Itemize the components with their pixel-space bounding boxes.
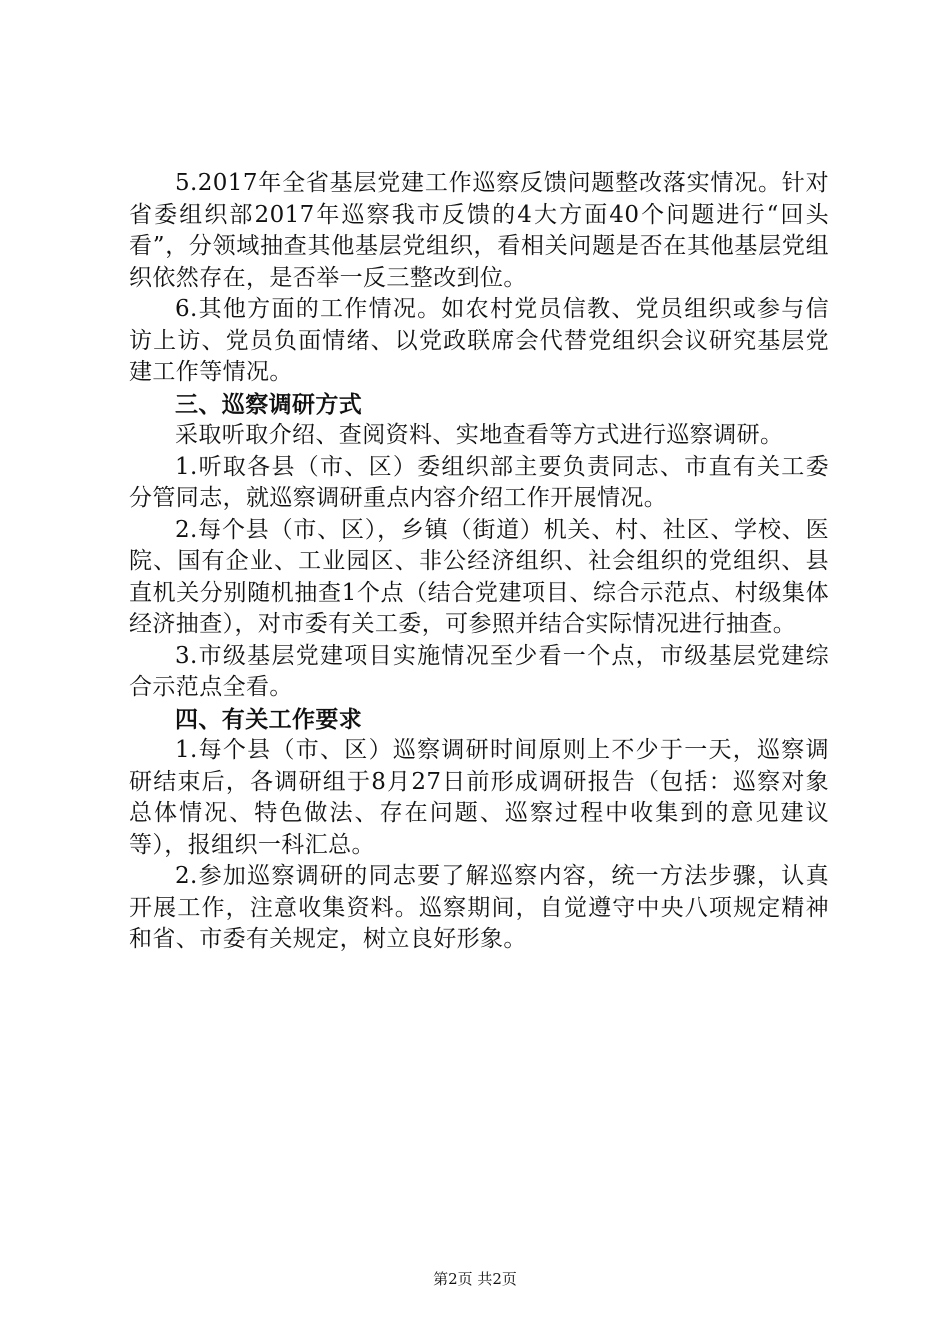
section-heading-work-requirements: 四、有关工作要求: [175, 705, 363, 733]
page-footer: [0, 1268, 950, 1289]
paragraph-requirement-1: 1.每个县（市、区）巡察调研时间原则上不少于一天，巡察调研结束后，各调研组于8月27日前形成调研报告（包括：巡察对象总体情况、特色做法、存在问题、巡察过程中收集到的意见建议等），报组织一科汇总。: [129, 737, 829, 858]
paragraph-item-6: 6.其他方面的工作情况。如农村党员信教、党员组织或参与信访上访、党员负面情绪、以党政联席会代替党组织会议研究基层党建工作等情况。: [129, 296, 829, 385]
paragraph-method-3: 3.市级基层党建项目实施情况至少看一个点，市级基层党建综合示范点全看。: [129, 642, 829, 700]
paragraph-item-5: 5.2017年全省基层党建工作巡察反馈问题整改落实情况。针对省委组织部2017年巡察我市反馈的4大方面40个问题进行“回头看”，分领域抽查其他基层党组织，看相关问题是否在其他基层党组织依然存在，是否举一反三整改到位。: [129, 170, 829, 291]
paragraph-requirement-2: 2.参加巡察调研的同志要了解巡察内容，统一方法步骤，认真开展工作，注意收集资料。巡察期间，自觉遵守中央八项规定精神和省、市委有关规定，树立良好形象。: [129, 863, 829, 952]
paragraph-method-intro: 采取听取介绍、查阅资料、实地查看等方式进行巡察调研。: [175, 422, 784, 448]
paragraph-method-2: 2.每个县（市、区），乡镇（街道）机关、村、社区、学校、医院、国有企业、工业园区、非公经济组织、社会组织的党组织、县直机关分别随机抽查1个点（结合党建项目、综合示范点、村级集体经济抽查），对市委有关工委，可参照并结合实际情况进行抽查。: [129, 516, 829, 637]
document-body: [129, 168, 829, 956]
section-heading-inspection-method: 三、巡察调研方式: [175, 390, 363, 418]
paragraph-method-1: 1.听取各县（市、区）委组织部主要负责同志、市直有关工委分管同志，就巡察调研重点内容介绍工作开展情况。: [129, 453, 829, 511]
page-number: 第2页 共2页: [433, 1270, 517, 1288]
